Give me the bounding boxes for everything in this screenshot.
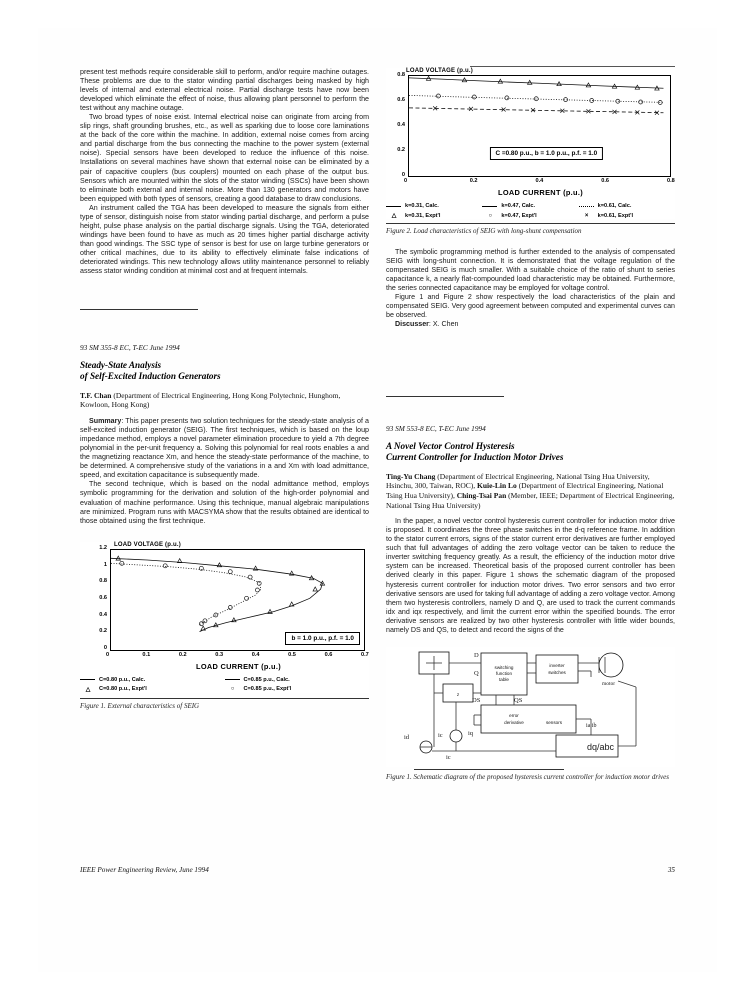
legend-label: k=0.31, Calc. bbox=[405, 203, 439, 209]
paper-authors-left bbox=[80, 391, 369, 410]
legend-row bbox=[80, 686, 369, 693]
legend-row bbox=[386, 212, 675, 219]
paper-title-right-line1: A Novel Vector Control Hysteresis bbox=[386, 441, 515, 452]
schematic-label-DS: DS bbox=[472, 696, 481, 704]
symbolic-paragraph-2: Figure 1 and Figure 2 show respectively the load characteristics of the plain and compensated SEIG. Very good agreement between computed and experimental curves can be observed. bbox=[386, 292, 675, 319]
summary-paragraph-1 bbox=[80, 417, 369, 480]
x-tick: 0.5 bbox=[288, 651, 296, 658]
y-tick: 0.2 bbox=[397, 146, 405, 153]
discusser-name: : X. Chen bbox=[428, 319, 459, 328]
legend-label: C=0.80 p.u., Calc. bbox=[99, 676, 146, 683]
legend-line-swatch bbox=[225, 679, 240, 680]
top-divider-rule bbox=[470, 66, 675, 67]
legend-line-swatch bbox=[80, 679, 95, 680]
x-tick: 0 bbox=[404, 178, 408, 184]
schematic-caption bbox=[386, 773, 675, 782]
x-tick: 0.2 bbox=[469, 178, 478, 184]
two-column-layout bbox=[80, 68, 675, 858]
y-tick: 0.8 bbox=[99, 578, 107, 585]
x-tick: 0.3 bbox=[215, 651, 224, 658]
y-tick: 0.4 bbox=[99, 611, 107, 618]
schematic-label-iq: iq bbox=[468, 729, 474, 737]
figure-2-caption: Figure 2. Load characteristics of SEIG with long-shunt compensation bbox=[386, 227, 582, 235]
legend-item bbox=[80, 686, 225, 693]
figure-1-x-axis-title: LOAD CURRENT (p.u.) bbox=[196, 661, 281, 671]
paper-title-left-line2: of Self-Excited Induction Generators bbox=[80, 371, 221, 382]
schematic-label-motor: motor bbox=[602, 680, 616, 687]
svg-text:sensors: sensors bbox=[545, 719, 563, 725]
legend-item bbox=[482, 212, 578, 219]
figure-1-caption-rule bbox=[80, 698, 369, 699]
svg-text:table: table bbox=[499, 676, 509, 682]
legend-label: k=0.47, Expt'l bbox=[501, 212, 537, 219]
svg-text:z: z bbox=[456, 691, 460, 697]
schematic-caption-line1: Figure 1. Schematic diagram of the proposed hysteresis current controller bbox=[386, 772, 594, 781]
figure-2-x-axis-title: LOAD CURRENT (p.u.) bbox=[498, 188, 583, 197]
figure-2-container bbox=[386, 68, 675, 236]
legend-circle-marker: ○ bbox=[230, 686, 235, 693]
schematic-diagram bbox=[386, 647, 675, 767]
y-tick: 1.2 bbox=[99, 545, 107, 552]
y-tick: 0.8 bbox=[397, 71, 405, 78]
legend-label: C=0.80 p.u., Expt'l bbox=[99, 686, 147, 693]
right-column bbox=[386, 68, 675, 781]
paper-id-left: 93 SM 355-8 EC, T-EC June 1994 bbox=[80, 343, 180, 353]
summary-label: Summary bbox=[89, 417, 122, 426]
legend-label: C=0.85 p.u., Expt'l bbox=[243, 686, 292, 693]
section-divider-rule-right bbox=[386, 396, 504, 397]
svg-text:inverter: inverter bbox=[549, 662, 565, 668]
y-tick: 0.6 bbox=[397, 96, 405, 103]
x-tick: 0.2 bbox=[178, 651, 187, 658]
legend-cross-marker: × bbox=[584, 212, 589, 219]
author-1-name: Ting-Yu Chang bbox=[386, 471, 436, 481]
schematic-caption-line2: for induction motor drives bbox=[595, 772, 669, 781]
vector-control-body-paragraph: In the paper, a novel vector control hysteresis current controller for induction motor drive is proposed. It coordinates the three phase switches in the d-q reference frame. In addition to the stator current errors, signs of the stator current error derivatives are further employed such that full advantages of adding the zero voltage vector can be taken to reduce the inverter switching frequency greatly. As a result, the efficiency of the induction motor drive system can be increased. Theoretical basis of the proposed current controller has been derived clearly in this paper. Figure 1 shows the schematic diagram of the proposed hysteresis current controller for induction motor drives. Two error sensors and two error derivative sensors are used for taking full advantage of adding a zero voltage vector. Among them two hysteresis controllers, namely D and Q, are used to track the current commands idx and iqx respectively, and limit the current error within the specified bounds. The error derivative sensors are realized by two other hysteresis controller with little wider bounds, namely DS and QS, to detect and record the signs of the bbox=[386, 517, 675, 634]
y-tick: 0.6 bbox=[99, 595, 107, 602]
discusser-label: Discusser bbox=[395, 319, 429, 328]
discusser-line bbox=[386, 320, 675, 329]
legend-row bbox=[386, 203, 675, 209]
paper-title-right-line2: Current Controller for Induction Motor Drives bbox=[386, 452, 564, 463]
figure-1-y-axis-title: LOAD VOLTAGE (p.u.) bbox=[114, 541, 181, 548]
author-1-affiliation: (Department of Electrical Engineering, National Tsing Hua University, Hsinchu, 300, Taiwan, ROC), bbox=[386, 471, 650, 491]
svg-text:function: function bbox=[495, 670, 513, 676]
author-2-name: Kuie-Lin Lo bbox=[477, 481, 517, 491]
legend-item bbox=[386, 203, 482, 209]
legend-item bbox=[579, 203, 675, 209]
x-tick: 0.8 bbox=[667, 178, 675, 184]
discussion-paragraph-3: An instrument called the TGA has been developed to measure the signals from either type of sensor, distinguish noise from stator winding partial discharge, and perform a pulse height, pulse phase analysis on the partial discharge signals. Using the TGA, deteriorated windings have been found to have as much as 20 times higher partial discharge activity than good windings. The SSC type of sensor is best for use on large turbine generators or other critical machines, due to its ability to effectively eliminate false indications of deteriorated windings. This new technology allows utility maintenance personnel to reliably assess stator winding condition at minimal cost and at frequent internals. bbox=[80, 203, 369, 276]
legend-item bbox=[225, 677, 370, 683]
author-2-affiliation: (Department of Electrical Engineering, National Tsing Hua University), bbox=[386, 481, 664, 501]
page-footer bbox=[80, 866, 675, 874]
figure-1-legend bbox=[80, 677, 369, 693]
legend-circle-marker: ○ bbox=[488, 212, 493, 219]
section-divider-rule bbox=[80, 309, 198, 310]
schematic-label-ic: ic bbox=[438, 731, 443, 739]
schematic-label-Q: Q bbox=[474, 669, 479, 677]
schematic-figure-container bbox=[386, 647, 675, 782]
discussion-paragraph-1: present test methods require considerable skill to perform, and/or require machine outages. These problems are due to the stator winding partial discharges being masked by high levels of internal and external electrical noise. Partial discharge tests have now been developed which eliminate the effect of noise, thus allowing plant personnel to perform the test without any machine outage. bbox=[80, 68, 369, 113]
paper-title-left-line1: Steady-State Analysis bbox=[80, 360, 162, 371]
figure-2-plot-area bbox=[408, 75, 671, 177]
author-affiliation-left: (Department of Electrical Engineering, Hong Kong Polytechnic, Hunghom, Kowloon, Hong Kong) bbox=[80, 390, 341, 410]
x-tick: 0 bbox=[106, 651, 110, 658]
figure-1-container bbox=[80, 542, 369, 711]
y-tick: 0.4 bbox=[397, 121, 405, 128]
figure-2-legend bbox=[386, 203, 675, 219]
x-tick: 0.6 bbox=[324, 651, 333, 658]
footer-journal-text: IEEE Power Engineering Review, June 1994 bbox=[80, 866, 209, 874]
legend-item bbox=[225, 686, 370, 693]
summary-body-1: : This paper presents two solution techniques for the steady-state analysis of a self-excited induction generator (SEIG). The first techniques, which is based on the loup impedance method, employs a novel parameter elimination procedure to yield a 7th degree polynomial in the per-unit frequency a. Solving this polynomial for real roots enables a and the magnetizing reactance Xm, and hence the steady-state performance of the machine, to be determined. A comprehensive study of the variations in a and Xm with load admittance, speed, and excitation capacitance is subsequently made. bbox=[80, 417, 369, 480]
svg-text:error: error bbox=[509, 712, 519, 718]
footer-page-number: 35 bbox=[667, 866, 675, 874]
x-tick: 0.6 bbox=[601, 178, 610, 184]
svg-text:switches: switches bbox=[548, 669, 566, 675]
legend-triangle-marker: △ bbox=[391, 213, 397, 219]
figure-1-annotation: b = 1.0 p.u., p.f. = 1.0 bbox=[285, 632, 360, 645]
author-3-affiliation: (Member, IEEE; Department of Electrical Engineering, National Tsing Hua University) bbox=[386, 491, 675, 510]
paper-authors-right bbox=[386, 472, 675, 510]
legend-line-swatch bbox=[482, 206, 497, 207]
svg-text:derivative: derivative bbox=[504, 719, 524, 725]
schematic-label-D: D bbox=[474, 651, 479, 659]
y-tick: 0 bbox=[103, 645, 107, 652]
figure-2-chart bbox=[386, 68, 675, 219]
legend-row bbox=[80, 677, 369, 683]
x-tick: 0.4 bbox=[535, 178, 544, 184]
x-tick: 0.7 bbox=[361, 651, 369, 658]
x-tick: 0.1 bbox=[142, 651, 151, 658]
legend-line-swatch bbox=[386, 206, 401, 207]
schematic-label-QS: QS bbox=[514, 696, 523, 704]
schematic-label-id: id bbox=[404, 733, 410, 741]
symbolic-paragraph-1: The symbolic programming method is further extended to the analysis of compensated SEIG with long-shunt connection. It is demonstrated that the voltage regulation of the compensated SEIG is much smaller. With a suitable choice of the ratio of shunt to series capacitance k, a nearly flat-compounded load characteristic may be obtained. Furthermore, the series connected capacitance may be employed for voltage control. bbox=[386, 247, 675, 292]
summary-paragraph-2: The second technique, which is based on the nodal admittance method, employs symbolic programming for the derivation and solution of the high-order polynomial and evaluation of machine performance. Using this technique, manual algebraic manipulations are minimized. Program runs with MACSYMA show that the results obtained are identical to those obtained using the first technique. bbox=[80, 480, 369, 525]
figure-1-chart bbox=[80, 542, 369, 693]
discussion-paragraph-2: Two broad types of noise exist. Internal electrical noise can originate from arcing from slip rings, shaft grounding brushes, etc., as well as sparking due to loose core laminations at the back of the core within the machine. In addition, external noise comes from arcing and partial discharge from the bus connecting the machine to the power system (external noise). Special sensors have been developed to reduce the influence of this noise. Installations on several machines have shown that external noise can be eliminated by a pair of capacitive couplers (bus couplers) mounted on each phase of the output bus. Sensors which are mounted within the slots of the stator winding (SSCs) have been shown to eliminate both external and internal noise. More than 130 generators and motors have been equipped with both types of sensors, creating a good database to draw conclusions. bbox=[80, 113, 369, 203]
legend-dotted-swatch bbox=[579, 206, 594, 207]
legend-label: k=0.61, Calc. bbox=[597, 203, 632, 209]
figure-1-caption: Figure 1. External characteristics of SEIG bbox=[80, 701, 200, 710]
figure-2-annotation: C =0.80 p.u., b = 1.0 p.u., p.f. = 1.0 bbox=[489, 147, 603, 160]
figure-2-caption-rule bbox=[386, 223, 675, 224]
legend-label: k=0.47, Calc. bbox=[501, 203, 536, 209]
figure-1-plot-area bbox=[110, 549, 365, 651]
legend-triangle-marker: △ bbox=[85, 686, 91, 693]
legend-label: k=0.61, Expt'l bbox=[597, 212, 634, 219]
schematic-label-currents: ia ib bbox=[586, 722, 597, 729]
paper-title-right bbox=[386, 441, 675, 464]
svg-text:switching: switching bbox=[494, 664, 514, 670]
y-tick: 1 bbox=[103, 561, 107, 568]
x-tick: 0.4 bbox=[251, 651, 260, 658]
legend-label: k=0.31, Expt'l bbox=[405, 212, 441, 219]
legend-item bbox=[482, 203, 578, 209]
legend-item bbox=[386, 212, 482, 219]
legend-item bbox=[80, 677, 225, 683]
y-tick: 0 bbox=[401, 171, 405, 178]
schematic-caption-rule bbox=[414, 769, 564, 770]
paper-id-right: 93 SM 553-8 EC, T-EC June 1994 bbox=[386, 424, 486, 434]
left-column bbox=[80, 68, 369, 710]
figure-2-y-axis-title: LOAD VOLTAGE (p.u.) bbox=[406, 68, 473, 74]
legend-label: C=0.85 p.u., Calc. bbox=[243, 676, 290, 683]
author-3-name: Ching-Tsai Pan bbox=[456, 491, 507, 501]
legend-item bbox=[579, 212, 675, 219]
schematic-label-ic2: ic bbox=[446, 753, 451, 761]
y-tick: 0.2 bbox=[99, 628, 107, 635]
paper-title-left bbox=[80, 360, 369, 383]
author-name-left: T.F. Chan bbox=[80, 390, 112, 400]
schematic-label-dqabc: dq/abc bbox=[587, 741, 615, 752]
